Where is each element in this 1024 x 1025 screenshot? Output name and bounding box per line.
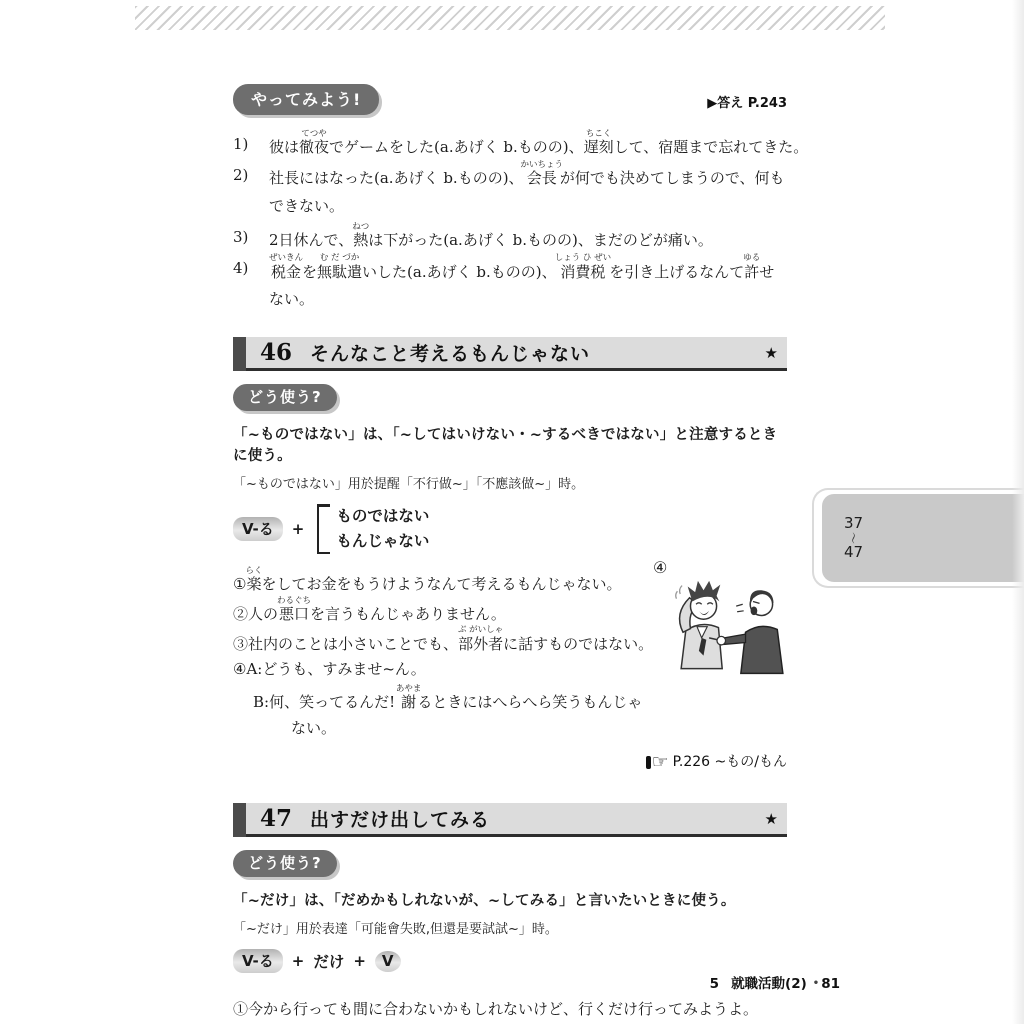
- example-3: ③社内のことは小さいことでも、部外者ぶ がいしゃに話すものではない。: [233, 625, 654, 653]
- plus-sign: +: [291, 520, 305, 538]
- verb-form-chip: V-る: [233, 949, 283, 973]
- usage-badge-row: [233, 850, 787, 877]
- illustration-example-label: ④: [653, 558, 668, 577]
- exercise-number: 1): [233, 135, 249, 153]
- cross-reference-line: [233, 751, 787, 773]
- footer-chapter-number: 5: [709, 976, 720, 992]
- example-4-line-c: ない。: [291, 718, 337, 737]
- example-4-line-a: ④A:どうも、すみませ~ん。: [233, 659, 426, 678]
- page-edge: [1012, 0, 1024, 1024]
- plus-sign: +: [291, 952, 305, 970]
- usage-badge-row: [233, 384, 787, 411]
- section-title: 出すだけ出してみる: [310, 809, 491, 831]
- exercise-text: 彼は徹夜てつやでゲームをした(a.あげく b.ものの)、遅刻ちこくして、宿題まで忘れてきた。: [269, 129, 809, 156]
- exercise-text: できない。: [269, 197, 345, 215]
- pointing-hand-icon: ☞: [646, 751, 669, 773]
- how-to-use-badge: どう使う?: [233, 850, 337, 877]
- how-to-use-badge: どう使う?: [233, 384, 337, 411]
- explanation-chinese: 「~だけ」用於表達「可能會失敗,但還是要試試~」時。: [233, 922, 558, 937]
- cross-reference-text: P.226 ~もの/もん: [672, 754, 787, 770]
- formula-particle: だけ: [313, 953, 345, 971]
- section-left-block: [233, 803, 246, 837]
- bracket-option-2: もんじゃない: [336, 532, 430, 550]
- section-left-block: [233, 337, 246, 371]
- grammar-formula-46: [233, 504, 787, 554]
- tab-range-wave: 〜: [846, 531, 861, 545]
- main-content-column: [233, 0, 809, 1025]
- exercise-text: 2日休んで、熱ねつは下がった(a.あげく b.ものの)、まだのどが痛い。: [269, 222, 713, 249]
- section-number: 46: [260, 339, 293, 366]
- exercise-text: ない。: [269, 290, 315, 308]
- section-title: そんなこと考えるもんじゃない: [310, 343, 591, 365]
- exercise-text: 税金ぜいきんを無駄遣む だ づかいした(a.あげく b.ものの)、消費税しょう ひ ぜいを引き上げるなんて許ゆるせ: [269, 253, 775, 281]
- plus-sign: +: [353, 952, 366, 970]
- try-badge: やってみよう!: [233, 84, 379, 115]
- footer-page-number: 81: [821, 976, 840, 992]
- exercise-number: 4): [233, 259, 249, 277]
- explanation-chinese: 「~ものではない」用於提醒「不行做~」「不應該做~」時。: [233, 477, 585, 492]
- illustration-scolding-scene: [645, 556, 805, 696]
- exercise-item-4: [233, 253, 787, 315]
- example-4-line-b: B:何、笑ってるんだ! 謝あやまるときにはへらへら笑うもんじゃ: [253, 684, 643, 711]
- answer-page-reference: ▶答え P.243: [707, 96, 787, 111]
- tab-range-start: 37: [843, 514, 864, 532]
- exercise-text: 社長にはなった(a.あげく b.ものの)、会長かいちょうが何でも決めてしまうので、何も: [269, 160, 785, 187]
- page-footer: [710, 972, 840, 992]
- section-47-header-bar: [233, 803, 787, 837]
- footer-chapter-title: 就職活動(2): [731, 976, 807, 992]
- exercise-number: 2): [233, 166, 249, 184]
- tab-range-end: 47: [843, 543, 864, 561]
- explanation-japanese: 「~ものではない」は、「~してはいけない・~するべきではない」と注意するときに使う。: [233, 427, 778, 464]
- example-sentence-47: ①今から行っても間に合わないかもしれないけど、行くだけ行ってみようよ。: [233, 1000, 759, 1018]
- section-46-header-bar: [233, 337, 787, 371]
- example-1: ①楽らくをしてお金をもうけようなんて考えるもんじゃない。: [233, 566, 622, 593]
- exercise-item-1: [233, 129, 809, 160]
- grammar-formula-47: [233, 949, 787, 973]
- footer-bullet: •: [812, 978, 820, 989]
- star-icon: ★: [764, 343, 778, 362]
- section-range-tab: [822, 494, 1024, 582]
- exercise-item-2: [233, 160, 787, 222]
- two-men-cartoon: [655, 570, 795, 688]
- bracket-option-1: ものではない: [336, 507, 430, 525]
- example-2: ②人の悪口わるぐちを言うもんじゃありません。: [233, 595, 506, 623]
- exercise-item-3: [233, 222, 787, 253]
- verb-chip: V: [375, 951, 401, 972]
- star-icon: ★: [764, 809, 778, 828]
- explanation-japanese: 「~だけ」は、「だめかもしれないが、~してみる」と言いたいときに使う。: [233, 893, 736, 909]
- exercise-number: 3): [233, 228, 249, 246]
- exercise-list: [233, 129, 809, 315]
- verb-form-chip: V-る: [233, 517, 283, 541]
- try-section-header: [233, 84, 787, 115]
- section-number: 47: [260, 805, 293, 832]
- options-bracket: [317, 504, 429, 554]
